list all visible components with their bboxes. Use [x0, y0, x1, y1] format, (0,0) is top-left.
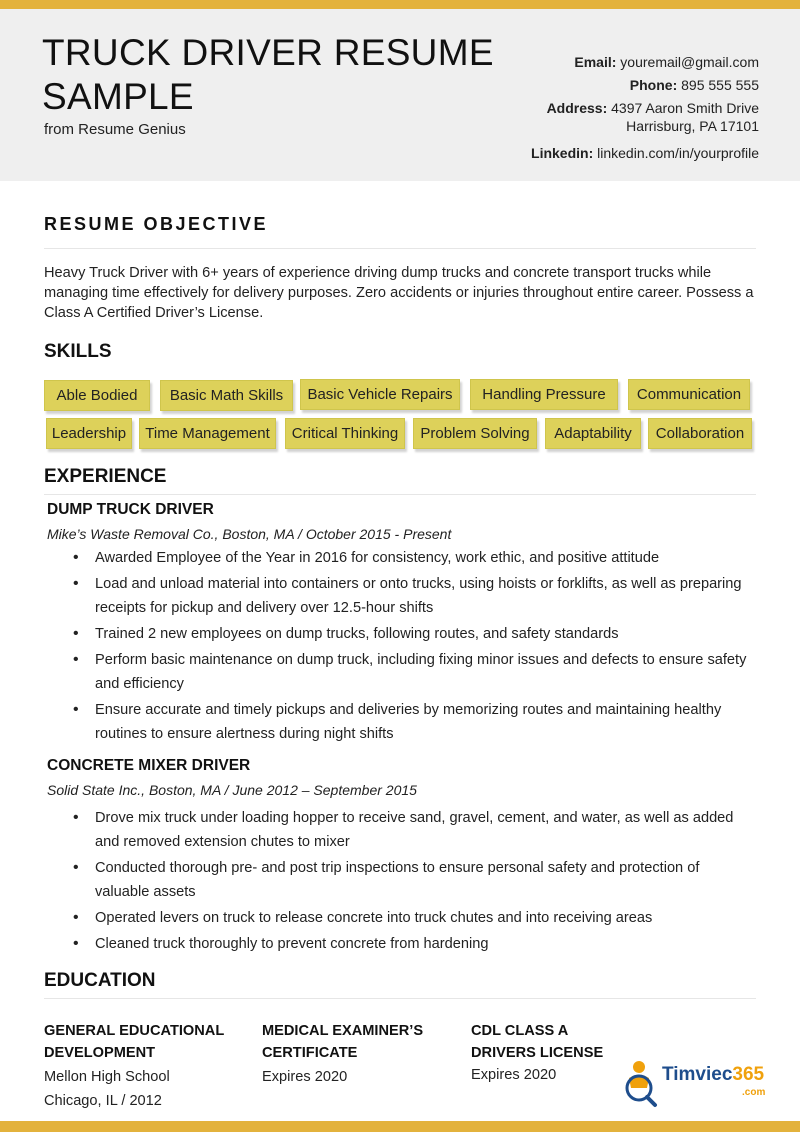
resume-header — [0, 9, 800, 181]
address-line1: 4397 Aaron Smith Drive — [611, 100, 759, 116]
logo-wordmark: Timviec365 — [662, 1064, 765, 1085]
resume-source: from Resume Genius — [44, 121, 186, 138]
degree-line: DRIVERS LICENSE — [471, 1045, 604, 1061]
skill-chip: Basic Vehicle Repairs — [300, 379, 460, 410]
objective-divider — [44, 248, 756, 249]
degree-line: MEDICAL EXAMINER’S — [262, 1023, 424, 1039]
skill-chip: Critical Thinking — [285, 418, 405, 449]
email-link[interactable]: youremail@gmail.com — [620, 54, 759, 70]
top-accent-bar — [0, 0, 800, 9]
education-item — [44, 1020, 224, 1112]
education-divider — [44, 998, 756, 999]
list-item: • Operated levers on truck to release concrete into truck chutes and into receiving areas — [95, 906, 755, 930]
expiry-date: Expires 2020 — [471, 1067, 557, 1083]
school-name: Mellon High School — [44, 1069, 170, 1085]
linkedin-link[interactable]: linkedin.com/in/yourprofile — [597, 145, 759, 161]
skill-chip: Collaboration — [648, 418, 752, 449]
contact-linkedin: Linkedin: linkedin.com/in/yourprofile — [531, 145, 759, 161]
job-title: DUMP TRUCK DRIVER — [47, 501, 214, 518]
degree-line: GENERAL EDUCATIONAL — [44, 1023, 225, 1039]
job-bullets — [95, 546, 755, 748]
skill-chip: Leadership — [46, 418, 132, 449]
degree-line: CERTIFICATE — [262, 1045, 358, 1061]
list-item: • Drove mix truck under loading hopper to receive sand, gravel, cement, and water, as well as added and removed extension chutes to mixer — [95, 806, 755, 854]
expiry-date: Expires 2020 — [262, 1069, 348, 1085]
degree-line: CDL CLASS A — [471, 1023, 569, 1039]
list-item: • Load and unload material into containers or onto trucks, using hoists or forklifts, as well as preparing receipts for pickup and delivery over 12.5-hour shifts — [95, 572, 755, 620]
education-heading: EDUCATION — [44, 970, 156, 991]
contact-block — [429, 53, 759, 167]
job-title: CONCRETE MIXER DRIVER — [47, 757, 251, 774]
skill-chip: Able Bodied — [44, 380, 150, 411]
degree-line: DEVELOPMENT — [44, 1045, 156, 1061]
bottom-accent-bar — [0, 1121, 800, 1132]
timviec365-logo — [622, 1058, 772, 1108]
experience-heading: EXPERIENCE — [44, 466, 167, 487]
logo-domain: .com — [742, 1087, 766, 1098]
skill-chip: Communication — [628, 379, 750, 410]
phone-value: 895 555 555 — [681, 77, 759, 93]
person-search-icon — [622, 1058, 666, 1108]
education-item — [262, 1020, 423, 1088]
skill-chip: Handling Pressure — [470, 379, 618, 410]
list-item: • Conducted thorough pre- and post trip inspections to ensure personal safety and protection of valuable assets — [95, 856, 755, 904]
job-meta: Mike’s Waste Removal Co., Boston, MA / October 2015 - Present — [47, 526, 452, 542]
list-item: • Cleaned truck thoroughly to prevent concrete from hardening — [95, 932, 755, 956]
skill-chip: Problem Solving — [413, 418, 537, 449]
list-item: • Ensure accurate and timely pickups and deliveries by memorizing routes and maintaining healthy routines to ensure alertness during night shifts — [95, 698, 755, 746]
job-bullets — [95, 806, 755, 958]
contact-phone: Phone: 895 555 555 — [629, 77, 759, 93]
school-location: Chicago, IL / 2012 — [44, 1093, 162, 1109]
list-item: • Perform basic maintenance on dump truck, including fixing minor issues and defects to ensure safety and efficiency — [95, 648, 755, 696]
job-meta: Solid State Inc., Boston, MA / June 2012 – September 2015 — [47, 782, 417, 798]
list-item: • Trained 2 new employees on dump trucks, following routes, and safety standards — [95, 622, 755, 646]
skills-heading: SKILLS — [44, 341, 112, 362]
contact-address-line2: Harrisburg, PA 17101 — [626, 118, 759, 134]
experience-divider — [44, 494, 756, 495]
objective-heading: RESUME OBJECTIVE — [44, 214, 269, 234]
skill-chip: Basic Math Skills — [160, 380, 293, 411]
contact-address: Address: 4397 Aaron Smith Drive — [546, 100, 759, 116]
list-item: • Awarded Employee of the Year in 2016 for consistency, work ethic, and positive attitude — [95, 546, 755, 570]
resume-title: TRUCK DRIVER RESUME SAMPLE — [42, 32, 494, 117]
education-item — [471, 1020, 603, 1086]
skill-chip: Adaptability — [545, 418, 641, 449]
skill-chip: Time Management — [139, 418, 276, 449]
objective-text: Heavy Truck Driver with 6+ years of experience driving dump trucks and concrete transport trucks while managing time effectively for delivery purposes. Zero accidents or injuries throughout entire career. Possess a Class A Certified Driver’s License. — [44, 265, 754, 321]
contact-email: Email: youremail@gmail.com — [574, 54, 759, 70]
